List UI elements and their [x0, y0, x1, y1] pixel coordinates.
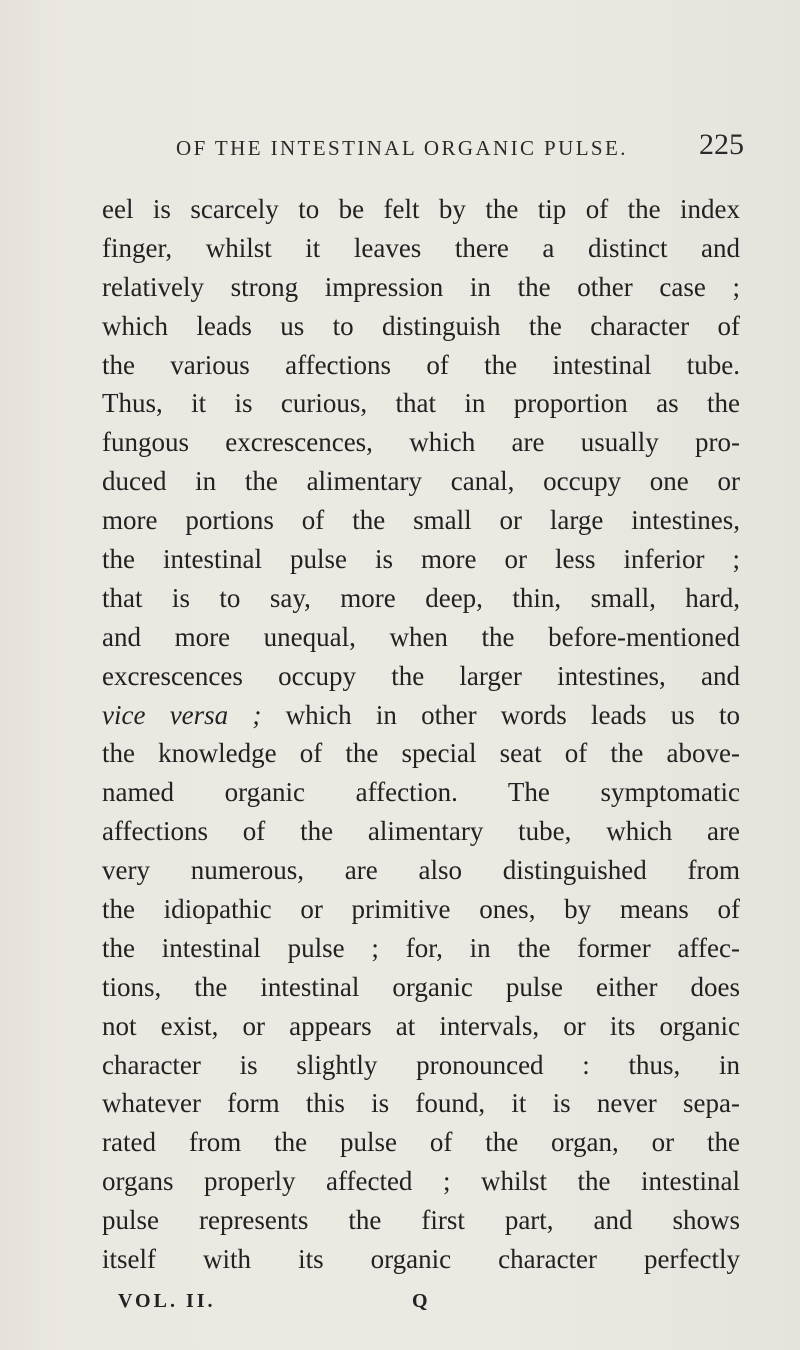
text-line: the intestinal pulse is more or less inferior ; — [102, 544, 740, 575]
page-number: 225 — [699, 128, 744, 161]
running-title: OF THE INTESTINAL ORGANIC PULSE. — [176, 136, 628, 160]
text-line: rated from the pulse of the organ, or the — [102, 1127, 740, 1158]
body-text — [102, 190, 740, 1279]
text-line: the idiopathic or primitive ones, by means of — [102, 894, 740, 925]
text-line: fungous excrescences, which are usually pro- — [102, 427, 740, 458]
italic-phrase: vice versa ; — [102, 699, 262, 730]
text-line: that is to say, more deep, thin, small, hard, — [102, 582, 740, 613]
page-footer — [118, 1290, 518, 1320]
text-line: character is slightly pronounced : thus, in — [102, 1049, 740, 1080]
volume-label: VOL. II. — [118, 1290, 216, 1312]
text-line: not exist, or appears at intervals, or its organic — [102, 1010, 740, 1041]
text-line: very numerous, are also distinguished from — [102, 855, 740, 886]
text-line: whatever form this is found, it is never sepa- — [102, 1088, 740, 1119]
text-line: which leads us to distinguish the character of — [102, 310, 740, 341]
text-line-italic — [102, 696, 740, 735]
text-line: the knowledge of the special seat of the above- — [102, 738, 740, 769]
text-line: tions, the intestinal organic pulse either does — [102, 971, 740, 1002]
signature-mark: Q — [412, 1290, 428, 1312]
text-line: duced in the alimentary canal, occupy one or — [102, 466, 740, 497]
text-line-rest: which in other words leads us to — [285, 699, 740, 730]
text-line: and more unequal, when the before-mentioned — [102, 621, 740, 652]
text-line: affections of the alimentary tube, which are — [102, 816, 740, 847]
text-line: relatively strong impression in the other case ; — [102, 271, 740, 302]
text-line: excrescences occupy the larger intestines, and — [102, 660, 740, 691]
text-line: pulse represents the first part, and shows — [102, 1205, 740, 1236]
text-line: organs properly affected ; whilst the intestinal — [102, 1166, 740, 1197]
text-line: named organic affection. The symptomatic — [102, 777, 740, 808]
text-line: the intestinal pulse ; for, in the former affec- — [102, 932, 740, 963]
text-line: more portions of the small or large intestines, — [102, 505, 740, 536]
text-line: Thus, it is curious, that in proportion as the — [102, 388, 740, 419]
text-line: itself with its organic character perfectly — [102, 1244, 740, 1275]
text-line: eel is scarcely to be felt by the tip of the index — [102, 194, 740, 224]
text-line: finger, whilst it leaves there a distinct and — [102, 232, 740, 263]
text-line: the various affections of the intestinal tube. — [102, 349, 740, 380]
running-head — [104, 128, 744, 168]
